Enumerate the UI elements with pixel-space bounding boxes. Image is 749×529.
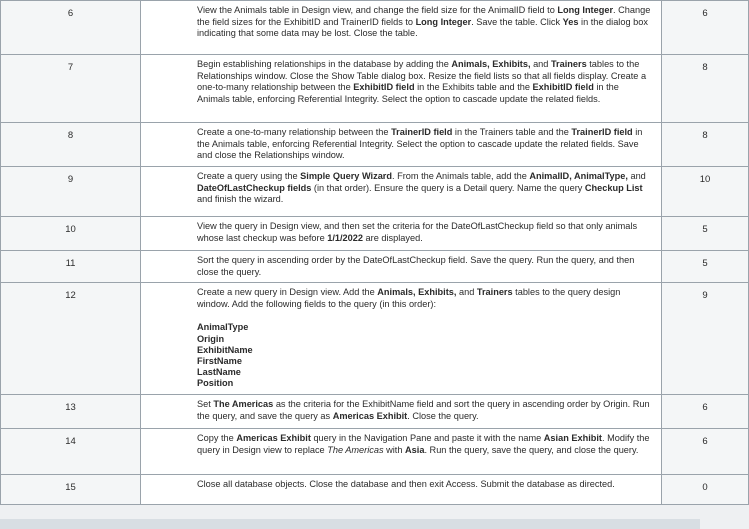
field-list-item: Position (197, 378, 234, 389)
points-value: 10 (662, 167, 749, 217)
bottom-strip (0, 519, 700, 529)
points-value: 6 (662, 1, 749, 55)
instruction-text: Begin establishing relationships in the database by adding the Animals, Exhibits, and Trainers tables to the Relationships window. Close the Show Table dialog box. Resize the field lists so that all fields display. Create a one-to-many relationship between the ExhibitID field in the Exhibits table and the ExhibitID field in the Animals table, enforcing Referential Integrity. Select the option to cascade update the related fields. (197, 59, 647, 104)
step-instructions (141, 217, 662, 251)
step-instructions (141, 283, 662, 395)
step-number: 11 (1, 251, 141, 283)
step-number: 15 (1, 475, 141, 505)
step-number: 12 (1, 283, 141, 395)
step-row (1, 475, 749, 505)
step-row (1, 167, 749, 217)
points-value: 8 (662, 123, 749, 167)
step-number: 8 (1, 123, 141, 167)
instruction-text: Copy the Americas Exhibit query in the Navigation Pane and paste it with the name Asian Exhibit. Modify the query in Design view to replace The Americas with Asia. Run the query, save the query, and close the query. (197, 433, 650, 455)
step-instructions (141, 167, 662, 217)
step-instructions (141, 429, 662, 475)
instruction-text: Sort the query in ascending order by the DateOfLastCheckup field. Save the query. Run the query, and then close the query. (197, 255, 635, 277)
step-instructions (141, 395, 662, 429)
step-row (1, 251, 749, 283)
points-value: 6 (662, 429, 749, 475)
step-row (1, 123, 749, 167)
instruction-text: Close all database objects. Close the database and then exit Access. Submit the database as directed. (197, 479, 615, 490)
step-row (1, 55, 749, 123)
instruction-text: Create a one-to-many relationship between the TrainerID field in the Trainers table and the TrainerID field in the Animals table, enforcing Referential Integrity. Select the option to cascade update the related fields. Save and close the Relationships window. (197, 127, 643, 161)
points-value: 6 (662, 395, 749, 429)
field-list-item: Origin (197, 333, 225, 344)
step-number: 10 (1, 217, 141, 251)
instruction-text: Create a query using the Simple Query Wizard. From the Animals table, add the AnimalID, AnimalType, and DateOfLastCheckup fields (in that order). Ensure the query is a Detail query. Name the query Checkup List and finish the wizard. (197, 171, 646, 205)
step-instructions (141, 251, 662, 283)
step-instructions (141, 55, 662, 123)
step-instructions (141, 123, 662, 167)
field-list-item: LastName (197, 367, 241, 378)
step-row (1, 1, 749, 55)
step-number: 14 (1, 429, 141, 475)
points-value: 9 (662, 283, 749, 395)
instructions-table-body (1, 1, 749, 505)
points-value: 0 (662, 475, 749, 505)
field-list-item: FirstName (197, 355, 242, 366)
step-row (1, 429, 749, 475)
points-value: 5 (662, 251, 749, 283)
points-value: 8 (662, 55, 749, 123)
step-number: 13 (1, 395, 141, 429)
instruction-text: Create a new query in Design view. Add the Animals, Exhibits, and Trainers tables to the query design window. Add the following fields to the query (in this order): (197, 287, 621, 309)
instruction-text: Set The Americas as the criteria for the ExhibitName field and sort the query in ascending order by Origin. Run the query, and save the query as Americas Exhibit. Close the query. (197, 399, 650, 421)
field-list (197, 322, 653, 389)
step-number: 7 (1, 55, 141, 123)
step-row (1, 217, 749, 251)
instruction-text: View the query in Design view, and then set the criteria for the DateOfLastCheckup field so that only animals whose last checkup was before 1/1/2022 are displayed. (197, 221, 638, 243)
step-instructions (141, 475, 662, 505)
points-value: 5 (662, 217, 749, 251)
step-number: 9 (1, 167, 141, 217)
field-list-item: ExhibitName (197, 344, 253, 355)
field-list-item: AnimalType (197, 322, 249, 333)
step-number: 6 (1, 1, 141, 55)
step-row (1, 283, 749, 395)
step-instructions (141, 1, 662, 55)
instruction-text: View the Animals table in Design view, and change the field size for the AnimalID field to Long Integer. Change the field sizes for the ExhibitID and TrainerID fields to Long Integer. Save the table. Click Yes in the dialog box indicating that some data may be lost. Close the table. (197, 5, 651, 39)
step-row (1, 395, 749, 429)
